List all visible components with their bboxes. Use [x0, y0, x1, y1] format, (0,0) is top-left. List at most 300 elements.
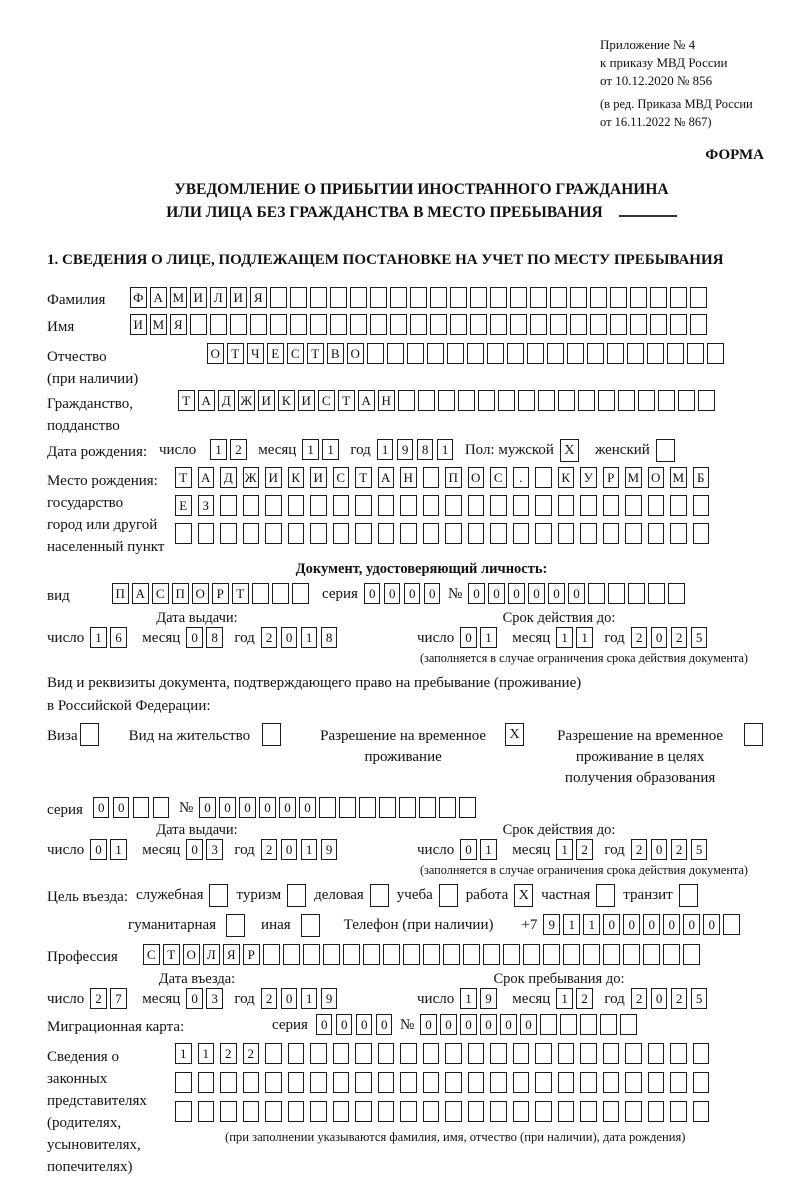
char-box[interactable] — [343, 944, 360, 965]
char-box[interactable]: Т — [307, 343, 324, 364]
char-box[interactable] — [527, 343, 544, 364]
char-box[interactable] — [423, 1072, 440, 1093]
char-box[interactable]: Ж — [238, 390, 255, 411]
char-box[interactable] — [378, 1101, 395, 1122]
char-box[interactable] — [427, 343, 444, 364]
char-box[interactable]: П — [172, 583, 189, 604]
char-box[interactable] — [483, 944, 500, 965]
char-box[interactable] — [190, 314, 207, 335]
char-box[interactable]: 9 — [321, 839, 338, 860]
char-box[interactable]: Л — [203, 944, 220, 965]
char-box[interactable] — [198, 1072, 215, 1093]
char-box[interactable] — [310, 1043, 327, 1064]
char-box[interactable] — [423, 523, 440, 544]
char-box[interactable]: 0 — [186, 627, 203, 648]
char-box[interactable]: 5 — [691, 627, 708, 648]
char-box[interactable]: Е — [175, 495, 192, 516]
char-box[interactable] — [608, 583, 625, 604]
char-box[interactable] — [283, 944, 300, 965]
char-box[interactable] — [310, 523, 327, 544]
char-box[interactable]: О — [192, 583, 209, 604]
char-box[interactable]: 1 — [377, 439, 394, 460]
char-box[interactable]: Ж — [243, 467, 260, 488]
char-box[interactable] — [558, 1043, 575, 1064]
char-box[interactable] — [450, 287, 467, 308]
char-box[interactable] — [439, 797, 456, 818]
char-box[interactable] — [355, 1101, 372, 1122]
char-box[interactable] — [513, 1043, 530, 1064]
char-box[interactable]: М — [625, 467, 642, 488]
char-box[interactable] — [390, 314, 407, 335]
char-box[interactable] — [243, 1072, 260, 1093]
char-box[interactable] — [693, 523, 710, 544]
char-box[interactable]: С — [318, 390, 335, 411]
char-box[interactable]: П — [445, 467, 462, 488]
char-box[interactable]: О — [347, 343, 364, 364]
char-box[interactable] — [490, 314, 507, 335]
char-box[interactable] — [310, 495, 327, 516]
char-box[interactable]: М — [170, 287, 187, 308]
char-box[interactable] — [670, 1043, 687, 1064]
char-box[interactable]: Р — [243, 944, 260, 965]
char-box[interactable] — [250, 314, 267, 335]
char-box[interactable] — [333, 1043, 350, 1064]
char-box[interactable] — [445, 1072, 462, 1093]
char-box[interactable]: 0 — [299, 797, 316, 818]
char-box[interactable] — [350, 314, 367, 335]
char-box[interactable] — [503, 944, 520, 965]
char-box[interactable]: 3 — [206, 839, 223, 860]
char-box[interactable] — [410, 314, 427, 335]
char-box[interactable] — [693, 1043, 710, 1064]
char-box[interactable] — [540, 1014, 557, 1035]
char-box[interactable] — [175, 1101, 192, 1122]
char-box[interactable] — [670, 287, 687, 308]
char-box[interactable]: 0 — [460, 839, 477, 860]
char-box[interactable] — [535, 1101, 552, 1122]
char-box[interactable] — [603, 1072, 620, 1093]
char-box[interactable]: А — [198, 390, 215, 411]
char-box[interactable] — [355, 1043, 372, 1064]
purpose-private-checkbox[interactable] — [596, 884, 615, 907]
char-box[interactable] — [468, 495, 485, 516]
char-box[interactable] — [387, 343, 404, 364]
char-box[interactable] — [588, 583, 605, 604]
char-box[interactable]: П — [112, 583, 129, 604]
char-box[interactable]: Н — [378, 390, 395, 411]
char-box[interactable]: И — [298, 390, 315, 411]
char-box[interactable] — [638, 390, 655, 411]
char-box[interactable] — [567, 343, 584, 364]
char-box[interactable]: А — [132, 583, 149, 604]
char-box[interactable] — [333, 495, 350, 516]
char-box[interactable] — [648, 583, 665, 604]
char-box[interactable]: 1 — [301, 839, 318, 860]
char-box[interactable]: 1 — [460, 988, 477, 1009]
char-box[interactable]: 5 — [691, 839, 708, 860]
char-box[interactable] — [590, 287, 607, 308]
char-box[interactable]: Б — [693, 467, 710, 488]
char-box[interactable]: 0 — [356, 1014, 373, 1035]
char-box[interactable] — [390, 287, 407, 308]
char-box[interactable] — [443, 944, 460, 965]
char-box[interactable] — [487, 343, 504, 364]
char-box[interactable] — [288, 1072, 305, 1093]
char-box[interactable]: 0 — [90, 839, 107, 860]
char-box[interactable]: 0 — [651, 839, 668, 860]
char-box[interactable] — [410, 287, 427, 308]
char-box[interactable]: Я — [250, 287, 267, 308]
char-box[interactable] — [490, 495, 507, 516]
char-box[interactable]: 0 — [420, 1014, 437, 1035]
char-box[interactable]: 0 — [643, 914, 660, 935]
char-box[interactable] — [423, 944, 440, 965]
char-box[interactable]: 0 — [384, 583, 401, 604]
char-box[interactable]: М — [150, 314, 167, 335]
char-box[interactable] — [378, 523, 395, 544]
char-box[interactable] — [400, 1072, 417, 1093]
char-box[interactable] — [630, 287, 647, 308]
char-box[interactable] — [272, 583, 289, 604]
char-box[interactable]: 8 — [417, 439, 434, 460]
char-box[interactable] — [418, 390, 435, 411]
char-box[interactable]: 0 — [376, 1014, 393, 1035]
char-box[interactable] — [648, 1101, 665, 1122]
char-box[interactable] — [670, 523, 687, 544]
char-box[interactable] — [668, 583, 685, 604]
char-box[interactable]: И — [230, 287, 247, 308]
char-box[interactable]: 2 — [243, 1043, 260, 1064]
char-box[interactable] — [419, 797, 436, 818]
char-box[interactable] — [378, 495, 395, 516]
char-box[interactable]: 0 — [239, 797, 256, 818]
char-box[interactable]: 0 — [186, 988, 203, 1009]
char-box[interactable]: 0 — [440, 1014, 457, 1035]
char-box[interactable]: Т — [178, 390, 195, 411]
char-box[interactable] — [670, 1101, 687, 1122]
char-box[interactable]: 0 — [548, 583, 565, 604]
char-box[interactable]: Н — [400, 467, 417, 488]
char-box[interactable]: О — [648, 467, 665, 488]
char-box[interactable] — [220, 523, 237, 544]
sex-female-checkbox[interactable] — [656, 439, 675, 462]
char-box[interactable]: 2 — [631, 839, 648, 860]
char-box[interactable]: О — [207, 343, 224, 364]
char-box[interactable] — [198, 1101, 215, 1122]
char-box[interactable]: 0 — [663, 914, 680, 935]
char-box[interactable]: Т — [355, 467, 372, 488]
char-box[interactable] — [467, 343, 484, 364]
char-box[interactable]: 0 — [279, 797, 296, 818]
char-box[interactable]: Т — [232, 583, 249, 604]
char-box[interactable] — [243, 1101, 260, 1122]
char-box[interactable]: 1 — [437, 439, 454, 460]
char-box[interactable] — [535, 523, 552, 544]
char-box[interactable] — [723, 914, 740, 935]
char-box[interactable] — [558, 495, 575, 516]
char-box[interactable]: 7 — [110, 988, 127, 1009]
char-box[interactable]: 1 — [322, 439, 339, 460]
char-box[interactable] — [333, 1072, 350, 1093]
char-box[interactable]: Р — [212, 583, 229, 604]
char-box[interactable]: 0 — [424, 583, 441, 604]
char-box[interactable] — [603, 495, 620, 516]
char-box[interactable]: Ч — [247, 343, 264, 364]
char-box[interactable]: 0 — [281, 839, 298, 860]
char-box[interactable]: И — [265, 467, 282, 488]
char-box[interactable] — [590, 314, 607, 335]
char-box[interactable]: 0 — [520, 1014, 537, 1035]
char-box[interactable]: 0 — [364, 583, 381, 604]
char-box[interactable] — [603, 523, 620, 544]
char-box[interactable]: 0 — [93, 797, 110, 818]
char-box[interactable] — [288, 1043, 305, 1064]
char-box[interactable]: 1 — [480, 627, 497, 648]
char-box[interactable] — [398, 390, 415, 411]
char-box[interactable] — [507, 343, 524, 364]
char-box[interactable] — [458, 390, 475, 411]
char-box[interactable]: Т — [175, 467, 192, 488]
char-box[interactable]: А — [150, 287, 167, 308]
char-box[interactable] — [543, 944, 560, 965]
char-box[interactable] — [663, 944, 680, 965]
char-box[interactable]: 3 — [206, 988, 223, 1009]
char-box[interactable] — [513, 495, 530, 516]
char-box[interactable]: И — [190, 287, 207, 308]
char-box[interactable] — [513, 1101, 530, 1122]
char-box[interactable]: С — [152, 583, 169, 604]
char-box[interactable] — [550, 314, 567, 335]
purpose-other-checkbox[interactable] — [301, 914, 320, 937]
char-box[interactable] — [580, 1014, 597, 1035]
char-box[interactable] — [510, 287, 527, 308]
char-box[interactable]: К — [288, 467, 305, 488]
char-box[interactable] — [265, 495, 282, 516]
char-box[interactable] — [400, 495, 417, 516]
char-box[interactable] — [355, 523, 372, 544]
char-box[interactable] — [447, 343, 464, 364]
char-box[interactable]: 0 — [460, 627, 477, 648]
char-box[interactable]: У — [580, 467, 597, 488]
char-box[interactable]: А — [198, 467, 215, 488]
char-box[interactable] — [290, 314, 307, 335]
char-box[interactable]: И — [258, 390, 275, 411]
char-box[interactable] — [623, 944, 640, 965]
char-box[interactable]: К — [558, 467, 575, 488]
char-box[interactable] — [468, 1043, 485, 1064]
char-box[interactable]: 0 — [703, 914, 720, 935]
char-box[interactable]: Я — [223, 944, 240, 965]
purpose-tourism-checkbox[interactable] — [287, 884, 306, 907]
char-box[interactable]: А — [358, 390, 375, 411]
purpose-work-checkbox[interactable]: X — [514, 884, 533, 907]
char-box[interactable] — [558, 1072, 575, 1093]
char-box[interactable] — [580, 495, 597, 516]
char-box[interactable] — [580, 1101, 597, 1122]
char-box[interactable] — [535, 467, 552, 488]
char-box[interactable] — [133, 797, 150, 818]
char-box[interactable] — [598, 390, 615, 411]
char-box[interactable] — [359, 797, 376, 818]
char-box[interactable]: В — [327, 343, 344, 364]
visa-checkbox[interactable] — [80, 723, 99, 746]
char-box[interactable]: 0 — [336, 1014, 353, 1035]
char-box[interactable] — [490, 1043, 507, 1064]
char-box[interactable] — [423, 467, 440, 488]
char-box[interactable]: 2 — [671, 627, 688, 648]
char-box[interactable] — [310, 314, 327, 335]
char-box[interactable]: 1 — [556, 627, 573, 648]
char-box[interactable] — [265, 1043, 282, 1064]
char-box[interactable] — [400, 523, 417, 544]
char-box[interactable] — [580, 1072, 597, 1093]
char-box[interactable] — [333, 1101, 350, 1122]
char-box[interactable]: 8 — [206, 627, 223, 648]
char-box[interactable] — [693, 1072, 710, 1093]
char-box[interactable] — [650, 314, 667, 335]
char-box[interactable]: 0 — [508, 583, 525, 604]
char-box[interactable]: А — [378, 467, 395, 488]
char-box[interactable] — [627, 343, 644, 364]
char-box[interactable] — [670, 314, 687, 335]
char-box[interactable]: О — [468, 467, 485, 488]
char-box[interactable] — [399, 797, 416, 818]
char-box[interactable]: С — [287, 343, 304, 364]
char-box[interactable] — [270, 314, 287, 335]
char-box[interactable]: З — [198, 495, 215, 516]
char-box[interactable] — [407, 343, 424, 364]
sex-male-checkbox[interactable]: X — [560, 439, 579, 462]
char-box[interactable] — [400, 1043, 417, 1064]
char-box[interactable]: 1 — [480, 839, 497, 860]
purpose-study-checkbox[interactable] — [439, 884, 458, 907]
char-box[interactable] — [265, 1101, 282, 1122]
char-box[interactable] — [367, 343, 384, 364]
char-box[interactable]: 0 — [219, 797, 236, 818]
char-box[interactable]: 1 — [563, 914, 580, 935]
char-box[interactable] — [478, 390, 495, 411]
char-box[interactable] — [175, 1072, 192, 1093]
char-box[interactable] — [270, 287, 287, 308]
char-box[interactable] — [510, 314, 527, 335]
char-box[interactable] — [330, 287, 347, 308]
char-box[interactable]: 0 — [683, 914, 700, 935]
char-box[interactable]: Я — [170, 314, 187, 335]
char-box[interactable] — [220, 495, 237, 516]
char-box[interactable] — [625, 523, 642, 544]
char-box[interactable] — [530, 287, 547, 308]
char-box[interactable] — [630, 314, 647, 335]
char-box[interactable] — [587, 343, 604, 364]
char-box[interactable]: Р — [603, 467, 620, 488]
residence-permit-checkbox[interactable] — [262, 723, 281, 746]
char-box[interactable] — [670, 1072, 687, 1093]
char-box[interactable] — [470, 287, 487, 308]
char-box[interactable]: 1 — [576, 627, 593, 648]
char-box[interactable] — [583, 944, 600, 965]
char-box[interactable]: 0 — [500, 1014, 517, 1035]
char-box[interactable] — [658, 390, 675, 411]
char-box[interactable] — [450, 314, 467, 335]
char-box[interactable]: 1 — [583, 914, 600, 935]
char-box[interactable] — [265, 1072, 282, 1093]
char-box[interactable] — [490, 1072, 507, 1093]
char-box[interactable]: Д — [220, 467, 237, 488]
char-box[interactable] — [650, 287, 667, 308]
char-box[interactable] — [693, 495, 710, 516]
char-box[interactable]: Т — [163, 944, 180, 965]
char-box[interactable] — [625, 495, 642, 516]
char-box[interactable] — [400, 1101, 417, 1122]
char-box[interactable] — [580, 1043, 597, 1064]
char-box[interactable]: Д — [218, 390, 235, 411]
char-box[interactable] — [263, 944, 280, 965]
char-box[interactable] — [330, 314, 347, 335]
char-box[interactable] — [643, 944, 660, 965]
char-box[interactable] — [625, 1072, 642, 1093]
char-box[interactable]: 0 — [186, 839, 203, 860]
char-box[interactable] — [523, 944, 540, 965]
char-box[interactable] — [550, 287, 567, 308]
char-box[interactable]: 6 — [110, 627, 127, 648]
char-box[interactable] — [490, 287, 507, 308]
char-box[interactable] — [252, 583, 269, 604]
char-box[interactable] — [378, 1072, 395, 1093]
char-box[interactable]: С — [143, 944, 160, 965]
char-box[interactable] — [678, 390, 695, 411]
char-box[interactable] — [230, 314, 247, 335]
char-box[interactable]: 0 — [651, 988, 668, 1009]
char-box[interactable] — [292, 583, 309, 604]
char-box[interactable] — [355, 495, 372, 516]
char-box[interactable]: 2 — [671, 839, 688, 860]
temp-residence-edu-checkbox[interactable] — [744, 723, 763, 746]
char-box[interactable] — [498, 390, 515, 411]
char-box[interactable] — [403, 944, 420, 965]
char-box[interactable] — [153, 797, 170, 818]
char-box[interactable]: 1 — [90, 627, 107, 648]
char-box[interactable] — [265, 523, 282, 544]
char-box[interactable] — [430, 314, 447, 335]
char-box[interactable]: 0 — [281, 627, 298, 648]
char-box[interactable]: 0 — [528, 583, 545, 604]
char-box[interactable] — [628, 583, 645, 604]
char-box[interactable] — [379, 797, 396, 818]
char-box[interactable]: М — [670, 467, 687, 488]
char-box[interactable]: 1 — [198, 1043, 215, 1064]
char-box[interactable] — [310, 287, 327, 308]
char-box[interactable] — [288, 523, 305, 544]
char-box[interactable] — [333, 523, 350, 544]
char-box[interactable] — [530, 314, 547, 335]
char-box[interactable] — [470, 314, 487, 335]
char-box[interactable] — [243, 495, 260, 516]
char-box[interactable] — [603, 1043, 620, 1064]
temp-residence-checkbox[interactable]: X — [505, 723, 524, 746]
char-box[interactable] — [667, 343, 684, 364]
char-box[interactable] — [303, 944, 320, 965]
char-box[interactable] — [535, 495, 552, 516]
char-box[interactable] — [535, 1072, 552, 1093]
char-box[interactable] — [647, 343, 664, 364]
char-box[interactable] — [513, 1072, 530, 1093]
char-box[interactable] — [423, 1043, 440, 1064]
char-box[interactable] — [547, 343, 564, 364]
char-box[interactable] — [370, 287, 387, 308]
char-box[interactable]: 0 — [488, 583, 505, 604]
char-box[interactable]: 2 — [261, 627, 278, 648]
char-box[interactable]: Е — [267, 343, 284, 364]
